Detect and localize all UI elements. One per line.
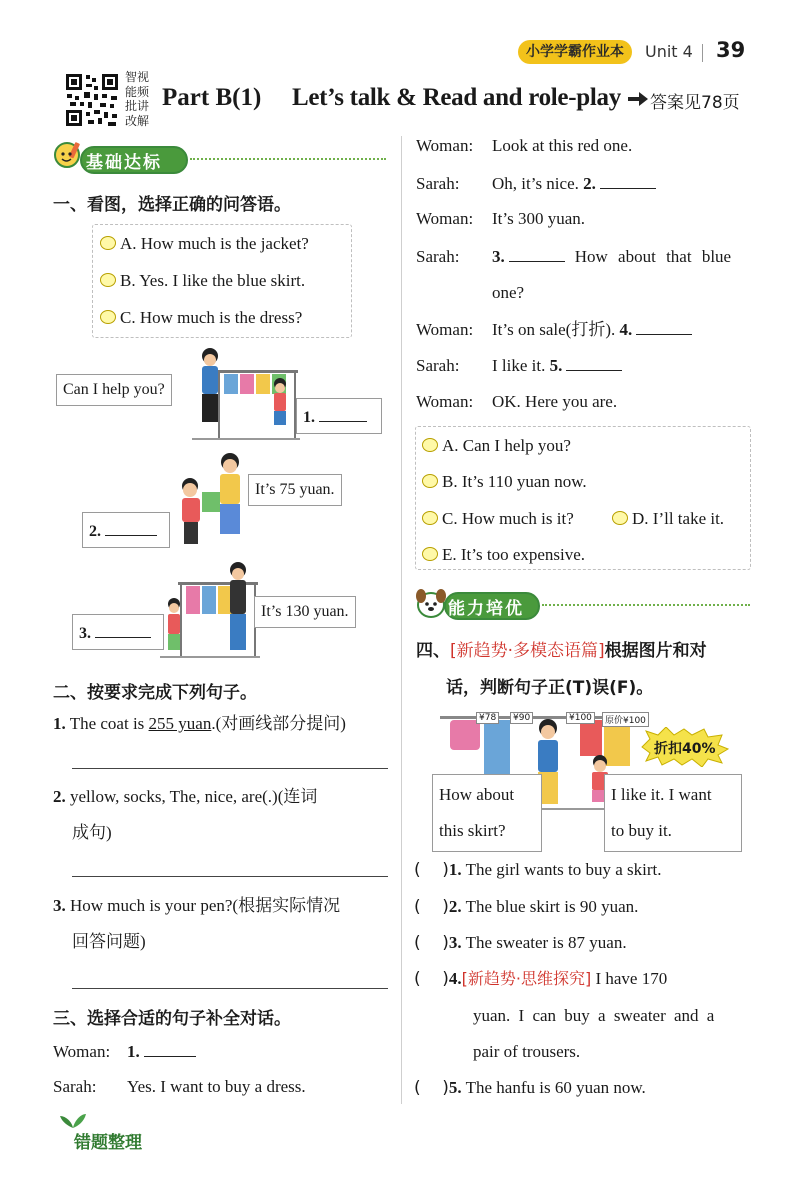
page-title: Let’s talk & Read and role-play	[292, 84, 621, 111]
tf-statement-3: ( )3. The sweater is 87 yuan.	[414, 933, 627, 953]
q2-answer-line-2[interactable]	[72, 876, 388, 877]
shop-scene-3-illustration	[160, 560, 260, 667]
smile-icon	[422, 547, 438, 561]
q1-option-a: A. How much is the jacket?	[100, 233, 309, 255]
scene-2-speech-bubble: It’s 75 yuan.	[248, 474, 342, 506]
q2-answer-line-1[interactable]	[72, 768, 388, 769]
section-label-ability-text: 能力培优	[448, 599, 524, 619]
scene-3-speech-bubble: It’s 130 yuan.	[254, 596, 356, 628]
dialogue-line-7: Woman: It’s on sale(打折). 4.	[416, 318, 692, 341]
section-dots-ability	[542, 604, 750, 606]
answer-paren[interactable]: ( )	[414, 933, 449, 953]
answer-reference: 答案见78页	[650, 93, 740, 113]
price-tag-90: ¥90	[510, 712, 533, 724]
q4-speech-bubble-left: How about this skirt?	[432, 774, 542, 852]
answer-paren[interactable]: ( )	[414, 897, 449, 917]
smile-icon	[422, 474, 438, 488]
scene-3-answer-box[interactable]: 3.	[72, 614, 164, 650]
q1-heading: 一、看图，选择正确的问答语。	[53, 195, 291, 215]
smile-icon	[100, 310, 116, 324]
q3-option-c: C. How much is it?	[422, 508, 574, 530]
q4-heading: 四、[新趋势·多模态语篇]根据图片和对	[416, 641, 707, 661]
column-divider	[401, 136, 402, 1104]
section-label-basic-text: 基础达标	[86, 153, 162, 173]
q2-answer-line-3[interactable]	[72, 988, 388, 989]
scene-1-answer-box[interactable]: 1.	[296, 398, 382, 434]
smile-icon	[422, 511, 438, 525]
price-tag-hanfu: 原价¥100	[602, 712, 649, 727]
price-tag-78: ¥78	[476, 712, 499, 724]
answer-paren[interactable]: ( )	[414, 969, 449, 989]
q2-heading: 二、按要求完成下列句子。	[53, 683, 257, 703]
smile-icon	[100, 273, 116, 287]
smile-icon	[612, 511, 628, 525]
dialogue-line-6: Sarah: 3. How about that blue	[416, 247, 732, 266]
section-dots-basic	[190, 158, 386, 160]
q1-option-b: B. Yes. I like the blue skirt.	[100, 270, 305, 292]
dialogue-line-6-cont: one?	[492, 283, 525, 302]
dialogue-line-2: Sarah: Yes. I want to buy a dress.	[53, 1077, 306, 1096]
smile-icon	[422, 438, 438, 452]
discount-label: 折扣40%	[654, 741, 716, 757]
pencil-mascot-icon	[52, 140, 82, 175]
answer-paren[interactable]: ( )	[414, 1078, 449, 1098]
q2-item-3-cont: 回答问题)	[72, 932, 146, 951]
series-badge: 小学学霸作业本	[518, 40, 632, 64]
arrow-right-icon	[628, 92, 648, 111]
qr-side-text: 智视 能频 批讲 改解	[125, 70, 150, 128]
q2-item-2: 2. yellow, socks, The, nice, are(.)(连词	[53, 787, 318, 806]
lesson-part: Part B(1)	[162, 84, 262, 111]
smile-icon	[100, 236, 116, 250]
tf-statement-5: ( )5. The hanfu is 60 yuan now.	[414, 1078, 646, 1098]
q2-item-3: 3. How much is your pen?(根据实际情况	[53, 896, 341, 915]
dialogue-line-1: Woman: 1.	[53, 1040, 196, 1063]
tf-statement-4: ( )4.[新趋势·思维探究] I have 170	[414, 969, 668, 989]
shop-scene-2-illustration	[172, 452, 252, 557]
dialogue-line-8: Sarah: I like it. 5.	[416, 354, 622, 377]
scene-1-speech-bubble: Can I help you?	[56, 374, 172, 406]
q4-heading-cont: 话，判断句子正(T)误(F)。	[446, 678, 654, 698]
tf-statement-1: ( )1. The girl wants to buy a skirt.	[414, 860, 662, 880]
answer-paren[interactable]: ( )	[414, 860, 449, 880]
unit-label: Unit 4	[645, 42, 693, 61]
q3-option-a: A. Can I help you?	[422, 435, 571, 457]
dialogue-line-4: Sarah: Oh, it’s nice. 2.	[416, 172, 656, 195]
scene-2-answer-box[interactable]: 2.	[82, 512, 170, 548]
q2-item-2-cont: 成句)	[72, 823, 112, 842]
footer-label: 错题整理	[74, 1133, 142, 1153]
q3-option-d: D. I’ll take it.	[612, 508, 724, 530]
q2-item-1: 1. The coat is 255 yuan.(对画线部分提问)	[53, 714, 346, 733]
q1-option-c: C. How much is the dress?	[100, 307, 302, 329]
dog-mascot-icon	[414, 586, 448, 625]
header-divider	[702, 44, 703, 62]
dialogue-line-9: Woman: OK. Here you are.	[416, 392, 618, 411]
q3-option-e: E. It’s too expensive.	[422, 544, 585, 566]
price-tag-100: ¥100	[566, 712, 595, 724]
dialogue-line-3: Woman: Look at this red one.	[416, 136, 633, 155]
qr-code[interactable]	[64, 72, 120, 128]
tf-statement-4-cont2: pair of trousers.	[473, 1042, 581, 1061]
q3-option-b: B. It’s 110 yuan now.	[422, 471, 587, 493]
tf-statement-2: ( )2. The blue skirt is 90 yuan.	[414, 897, 639, 917]
shop-scene-1-illustration	[192, 346, 302, 451]
tf-statement-4-cont: yuan. I can buy a sweater and a	[473, 1006, 715, 1025]
q3-heading: 三、选择合适的句子补全对话。	[53, 1009, 291, 1029]
q4-speech-bubble-right: I like it. I want to buy it.	[604, 774, 742, 852]
page-number: 39	[716, 38, 746, 62]
dialogue-line-5: Woman: It’s 300 yuan.	[416, 209, 586, 228]
